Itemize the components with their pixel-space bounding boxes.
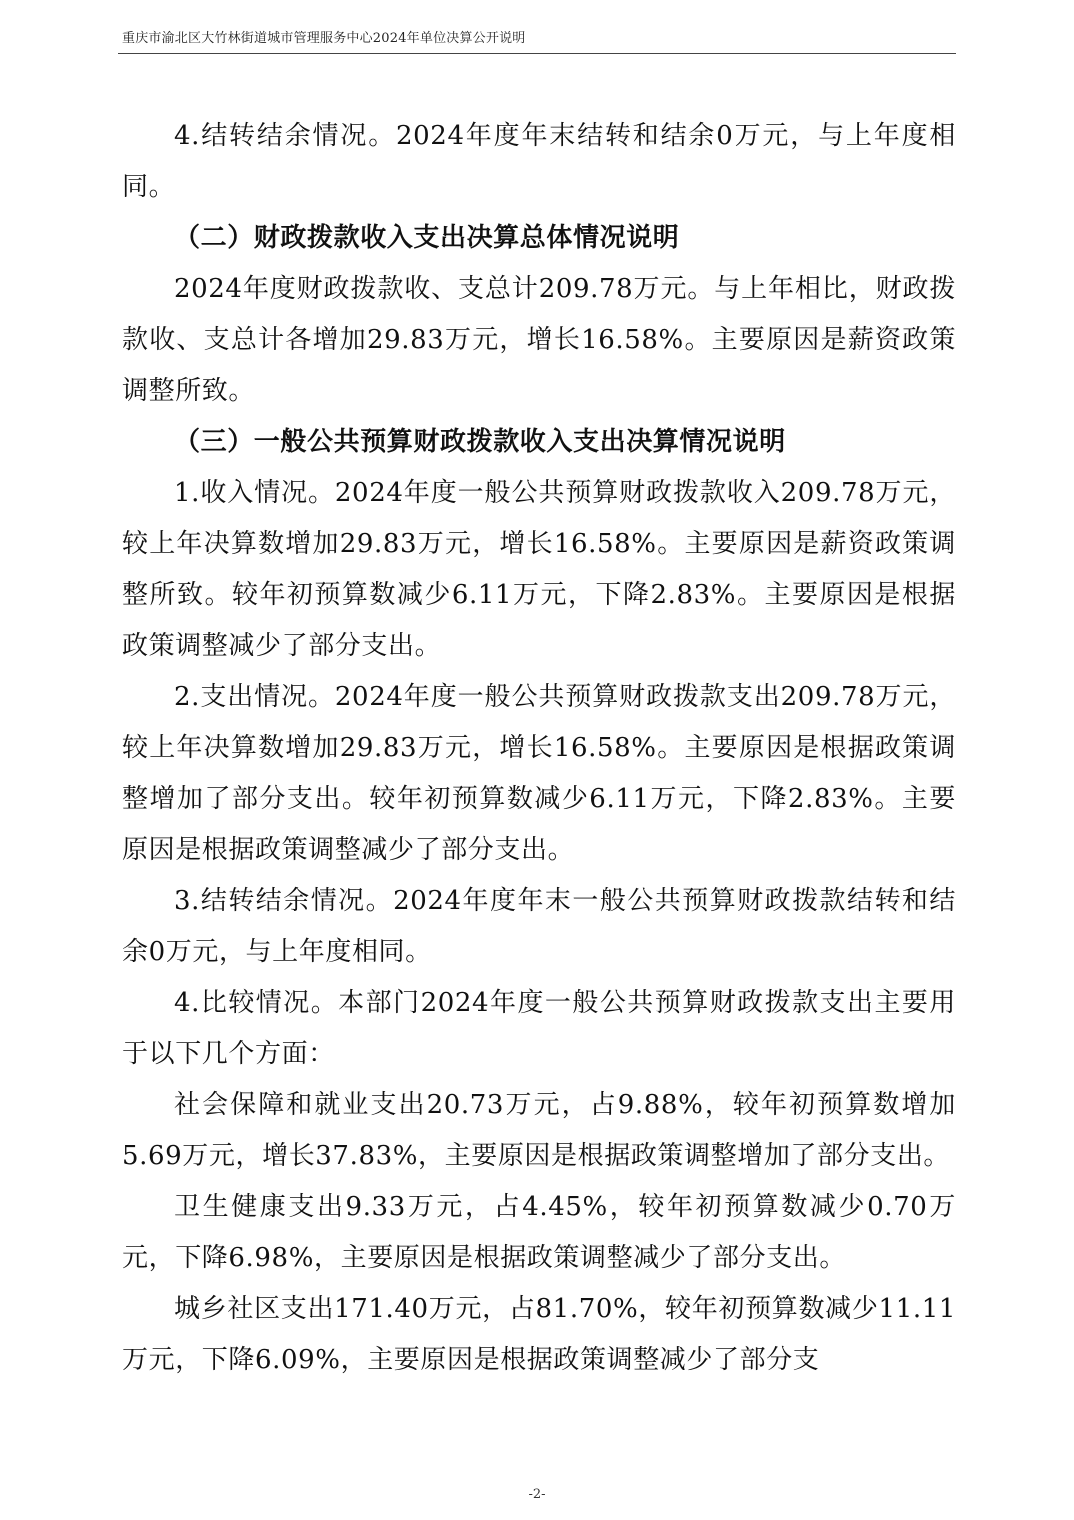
paragraph-comparison: 4.比较情况。本部门2024年度一般公共预算财政拨款支出主要用于以下几个方面： (122, 988, 956, 1069)
section-heading-general-budget: （三）一般公共预算财政拨款收入支出决算情况说明 (174, 427, 786, 457)
header-divider (118, 53, 956, 54)
document-body (122, 111, 956, 1386)
paragraph-urban-rural: 城乡社区支出171.40万元，占81.70%，较年初预算数减少11.11万元，下降6.09%，主要原因是根据政策调整减少了部分支 (122, 1294, 956, 1375)
page-header (0, 0, 1074, 58)
section-heading-fiscal-overview: （二）财政拨款收入支出决算总体情况说明 (174, 223, 680, 253)
paragraph-expenditure: 2.支出情况。2024年度一般公共预算财政拨款支出209.78万元，较上年决算数增加29.83万元，增长16.58%。主要原因是根据政策调整增加了部分支出。较年初预算数减少6.11万元，下降2.83%。主要原因是根据政策调整减少了部分支出。 (122, 682, 956, 865)
paragraph-income: 1.收入情况。2024年度一般公共预算财政拨款收入209.78万元，较上年决算数增加29.83万元，增长16.58%。主要原因是薪资政策调整所致。较年初预算数减少6.11万元，下降2.83%。主要原因是根据政策调整减少了部分支出。 (122, 478, 956, 661)
paragraph-general-carryover: 3.结转结余情况。2024年度年末一般公共预算财政拨款结转和结余0万元，与上年度相同。 (122, 886, 956, 967)
paragraph-carryover-balance: 4.结转结余情况。2024年度年末结转和结余0万元，与上年度相同。 (122, 121, 956, 202)
page-number: -2- (528, 1487, 546, 1502)
paragraph-health: 卫生健康支出9.33万元，占4.45%，较年初预算数减少0.70万元，下降6.98%，主要原因是根据政策调整减少了部分支出。 (122, 1192, 956, 1273)
paragraph-social-security: 社会保障和就业支出20.73万元，占9.88%，较年初预算数增加5.69万元，增长37.83%，主要原因是根据政策调整增加了部分支出。 (122, 1090, 956, 1171)
paragraph-fiscal-total: 2024年度财政拨款收、支总计209.78万元。与上年相比，财政拨款收、支总计各增加29.83万元，增长16.58%。主要原因是薪资政策调整所致。 (122, 274, 956, 406)
document-title: 重庆市渝北区大竹林街道城市管理服务中心2024年单位决算公开说明 (122, 31, 526, 46)
